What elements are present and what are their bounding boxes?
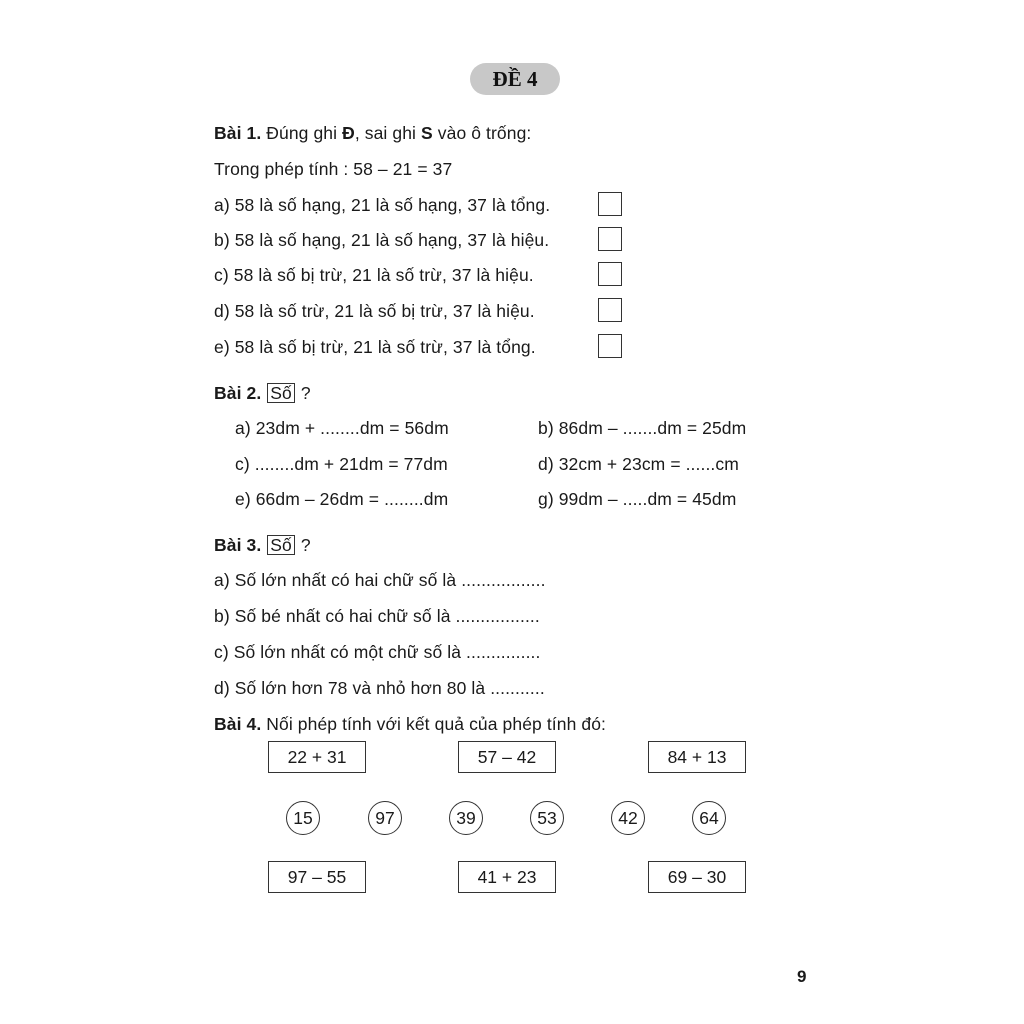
bai3-heading [214,534,311,556]
bai1-text-s: S [421,123,433,143]
bai4-text: Nối phép tính với kết quả của phép tính đó: [261,714,607,734]
answer-box-a[interactable] [598,192,622,216]
bai1-equation: Trong phép tính : 58 – 21 = 37 [214,159,453,179]
bottom-expression-3[interactable]: 69 – 30 [648,861,746,893]
page-number: 9 [797,967,807,986]
bai2-boxed-word: Số [267,383,295,403]
bai1-item-a: a) 58 là số hạng, 21 là số hạng, 37 là tổng. [214,195,551,215]
top-expression-1[interactable]: 22 + 31 [268,741,366,773]
answer-box-c[interactable] [598,262,622,286]
result-circle-5[interactable]: 42 [611,801,645,835]
bai1-label: Bài 1. [214,123,262,143]
bai1-item-d: d) 58 là số trừ, 21 là số bị trừ, 37 là hiệu. [214,301,535,321]
result-circle-2[interactable]: 97 [368,801,402,835]
bai2-label: Bài 2. [214,383,262,403]
answer-box-e[interactable] [598,334,622,358]
bai2-item-e: e) 66dm – 26dm = ........dm [235,489,449,509]
bai3-suffix: ? [295,535,311,555]
result-circle-3[interactable]: 39 [449,801,483,835]
result-circle-4[interactable]: 53 [530,801,564,835]
bai1-text-pre: Đúng ghi [261,123,343,143]
top-expression-3[interactable]: 84 + 13 [648,741,746,773]
top-expression-2[interactable]: 57 – 42 [458,741,556,773]
bai2-item-b: b) 86dm – .......dm = 25dm [538,418,747,438]
page-title: ĐỀ 4 [470,63,560,95]
bai1-text-d: Đ [342,123,355,143]
result-circle-1[interactable]: 15 [286,801,320,835]
bai2-item-d: d) 32cm + 23cm = ......cm [538,454,739,474]
result-circle-6[interactable]: 64 [692,801,726,835]
bai4-heading [214,713,606,735]
bai1-text-post: vào ô trống: [432,123,532,143]
bai1-item-b: b) 58 là số hạng, 21 là số hạng, 37 là hiệu. [214,230,550,250]
bai1-heading [214,122,531,144]
bai1-text-mid: , sai ghi [354,123,422,143]
bottom-expression-2[interactable]: 41 + 23 [458,861,556,893]
bottom-expression-1[interactable]: 97 – 55 [268,861,366,893]
bai2-heading [214,382,311,404]
bai3-boxed-word: Số [267,535,295,555]
answer-box-d[interactable] [598,298,622,322]
bai3-item-c: c) Số lớn nhất có một chữ số là ............... [214,642,541,662]
bai3-item-d: d) Số lớn hơn 78 và nhỏ hơn 80 là ........... [214,678,545,698]
bai1-item-c: c) 58 là số bị trừ, 21 là số trừ, 37 là hiệu. [214,265,534,285]
bai2-item-g: g) 99dm – .....dm = 45dm [538,489,737,509]
bai1-item-e: e) 58 là số bị trừ, 21 là số trừ, 37 là tổng. [214,337,536,357]
bai2-item-a: a) 23dm + ........dm = 56dm [235,418,449,438]
bai2-item-c: c) ........dm + 21dm = 77dm [235,454,448,474]
bai3-item-a: a) Số lớn nhất có hai chữ số là ................. [214,570,546,590]
bai2-suffix: ? [295,383,311,403]
bai3-item-b: b) Số bé nhất có hai chữ số là ................. [214,606,540,626]
bai4-label: Bài 4. [214,714,262,734]
answer-box-b[interactable] [598,227,622,251]
bai3-label: Bài 3. [214,535,262,555]
